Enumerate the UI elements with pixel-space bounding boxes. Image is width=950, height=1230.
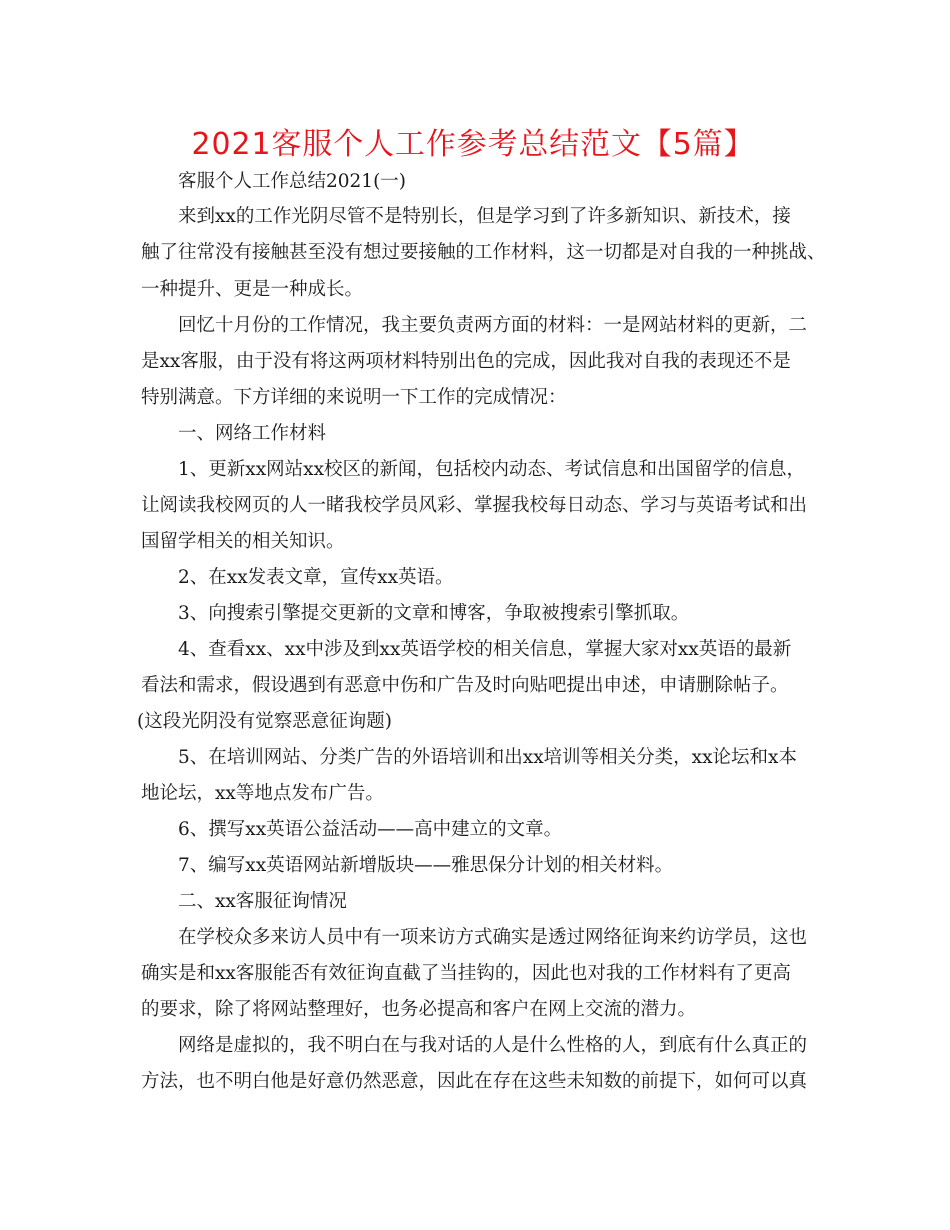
paragraph-line: 特别满意。下方详细的来说明一下工作的完成情况： — [141, 387, 567, 408]
paragraph-line: 确实是和xx客服能否有效征询直截了当挂钩的，因此也对我的工作材料有了更高 — [141, 963, 791, 984]
paragraph-line: 触了往常没有接触甚至没有想过要接触的工作材料，这一切都是对自我的一种挑战、 — [141, 242, 826, 263]
paragraph-line: 1、更新xx网站xx校区的新闻，包括校内动态、考试信息和出国留学的信息， — [178, 459, 806, 480]
paragraph-line: 来到xx的工作光阴尽管不是特别长，但是学习到了许多新知识、新技术，接 — [178, 206, 791, 227]
paragraph-line: 2、在xx发表文章，宣传xx英语。 — [178, 567, 454, 588]
paragraph-line: 3、向搜索引擎提交更新的文章和博客，争取被搜索引擎抓取。 — [178, 603, 690, 624]
section-heading: 客服个人工作总结2021(一) — [178, 171, 407, 192]
paragraph-line: 7、编写xx英语网站新增版块——雅思保分计划的相关材料。 — [178, 855, 674, 876]
paragraph-line: 国留学相关的相关知识。 — [141, 531, 345, 552]
paragraph-line: 在学校众多来访人员中有一项来访方式确实是透过网络征询来约访学员，这也 — [178, 927, 808, 948]
section-heading: 一、网络工作材料 — [178, 423, 327, 444]
paragraph-line: 网络是虚拟的，我不明白在与我对话的人是什么性格的人，到底有什么真正的 — [178, 1035, 808, 1056]
paragraph-line: 让阅读我校网页的人一睹我校学员风彩、掌握我校每日动态、学习与英语考试和出 — [141, 495, 808, 516]
document-title: 2021客服个人工作参考总结范文【5篇】 — [191, 127, 755, 162]
paragraph-line: 5、在培训网站、分类广告的外语培训和出xx培训等相关分类，xx论坛和x本 — [178, 747, 797, 768]
paragraph-line: 回忆十月份的工作情况，我主要负责两方面的材料：一是网站材料的更新，二 — [178, 315, 808, 336]
paragraph-line: 地论坛，xx等地点发布广告。 — [141, 783, 384, 804]
paragraph-line: 4、查看xx、xx中涉及到xx英语学校的相关信息，掌握大家对xx英语的最新 — [178, 639, 792, 660]
paragraph-line: 的要求，除了将网站整理好，也务必提高和客户在网上交流的潜力。 — [141, 999, 697, 1020]
paragraph-line: 方法，也不明白他是好意仍然恶意，因此在存在这些未知数的前提下，如何可以真 — [141, 1071, 808, 1092]
section-heading: 二、xx客服征询情况 — [178, 891, 347, 912]
paragraph-line: 一种提升、更是一种成长。 — [141, 279, 364, 300]
paragraph-line: (这段光阴没有觉察恶意征询题) — [137, 711, 392, 732]
paragraph-line: 看法和需求，假设遇到有恶意中伤和广告及时向贴吧提出申述，申请删除帖子。 — [141, 675, 789, 696]
paragraph-line: 6、撰写xx英语公益活动——高中建立的文章。 — [178, 819, 563, 840]
paragraph-line: 是xx客服，由于没有将这两项材料特别出色的完成，因此我对自我的表现还不是 — [141, 351, 791, 372]
